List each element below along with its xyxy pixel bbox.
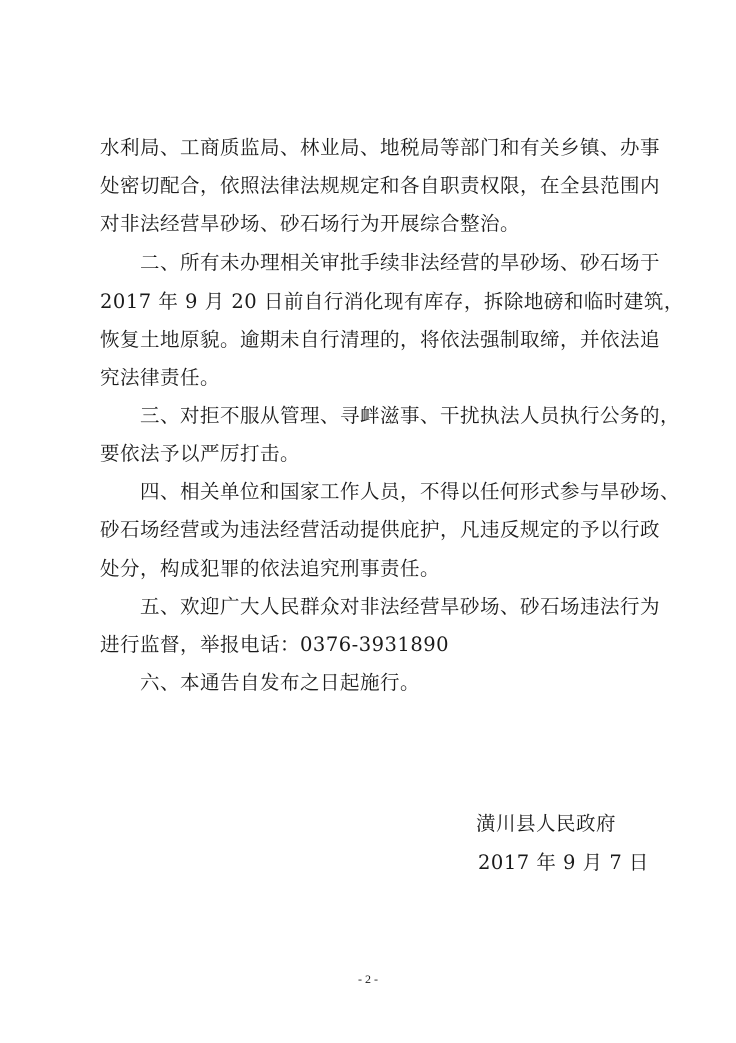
signature-date: 2017 年 9 月 7 日: [478, 851, 649, 874]
body-line: 2017 年 9 月 20 日前自行消化现有库存，拆除地磅和临时建筑，: [100, 290, 684, 313]
clause-five: 五、欢迎广大人民群众对非法经营旱砂场、砂石场违法行为: [140, 595, 661, 618]
body-line: 究法律责任。: [100, 366, 221, 389]
body-line: 要依法予以严厉打击。: [100, 442, 301, 465]
hotline-line: 进行监督，举报电话：0376-3931890: [100, 633, 450, 656]
body-line: 处密切配合，依照法律法规规定和各自职责权限，在全县范围内: [100, 174, 661, 197]
clause-three: 三、对拒不服从管理、寻衅滋事、干扰执法人员执行公务的，: [140, 404, 681, 427]
body-line: 水利局、工商质监局、林业局、地税局等部门和有关乡镇、办事: [100, 136, 661, 159]
body-line: 处分，构成犯罪的依法追究刑事责任。: [100, 557, 441, 580]
page-number: - 2 -: [358, 972, 378, 986]
signature-org: 潢川县人民政府: [476, 812, 617, 835]
clause-four: 四、相关单位和国家工作人员，不得以任何形式参与旱砂场、: [140, 480, 681, 503]
clause-six: 六、本通告自发布之日起施行。: [140, 671, 421, 694]
clause-two: 二、所有未办理相关审批手续非法经营的旱砂场、砂石场于: [140, 251, 661, 274]
body-line: 砂石场经营或为违法经营活动提供庇护，凡违反规定的予以行政: [100, 518, 661, 541]
body-line: 恢复土地原貌。逾期未自行清理的，将依法强制取缔，并依法追: [100, 328, 661, 351]
body-line: 对非法经营旱砂场、砂石场行为开展综合整治。: [100, 212, 521, 235]
